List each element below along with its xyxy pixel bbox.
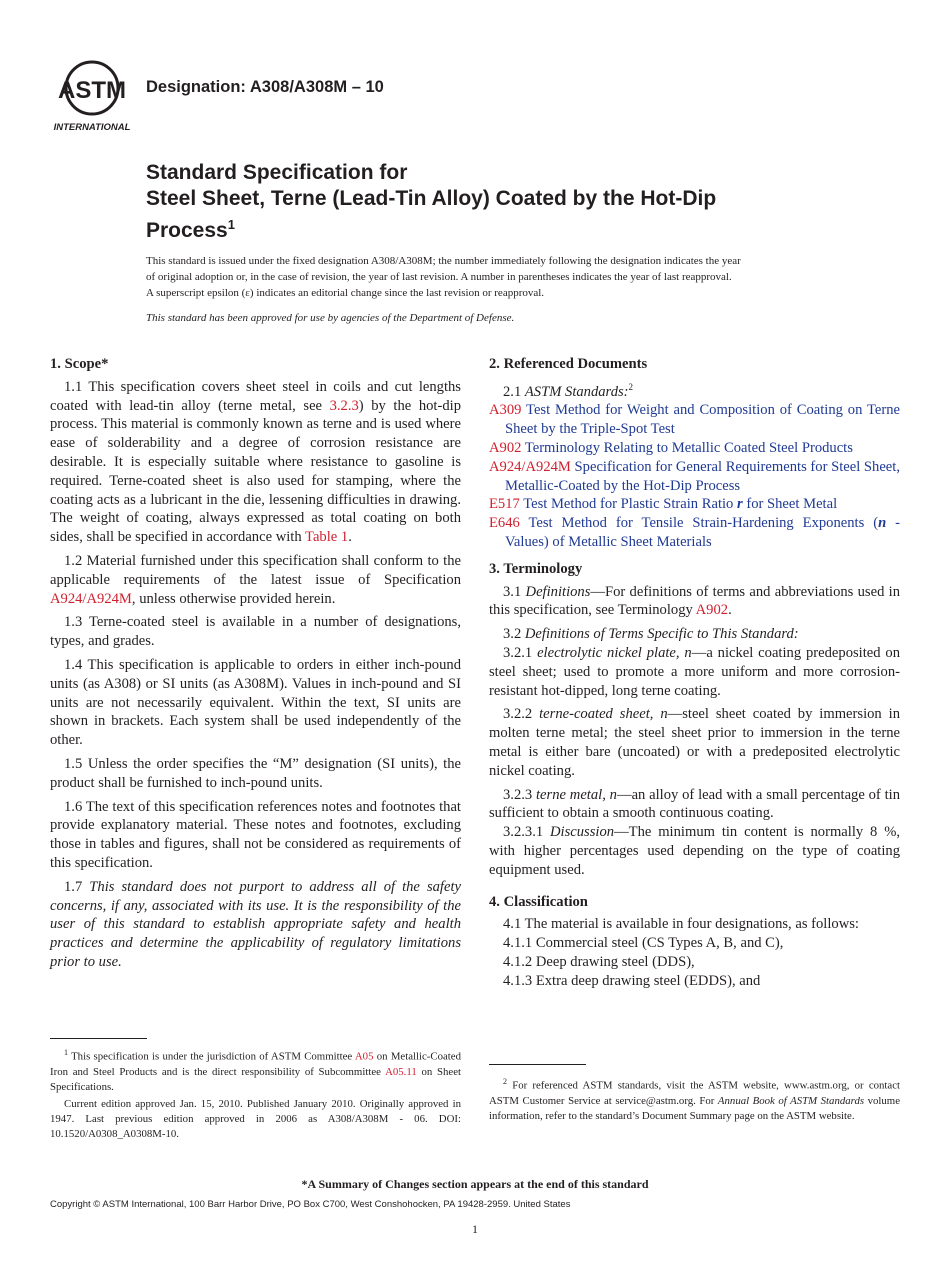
term-3-2-3-1 <box>489 823 900 879</box>
footnote-2-mark: 2 <box>503 1077 507 1086</box>
term-3-2-3-1-it: Discussion <box>550 824 615 841</box>
classification-heading: 4. Classification <box>489 893 588 910</box>
ref-desc-a309[interactable]: Test Method for Weight and Composition of Coating on Terne Sheet by the Triple-Spot Test <box>505 402 900 438</box>
terminology-heading: 3. Terminology <box>489 560 583 577</box>
term-3-2-2-text: —steel sheet coated by immersion in molten terne metal; the steel sheet prior to immersion in the terne metal is either bare (uncoated) or with a predeposited electrolytic nickel coating. <box>489 706 900 779</box>
term-3-2-3-text: —an alloy of lead with a small percentage of tin sufficient to obtain a smooth continuous coating. <box>489 786 900 822</box>
footnote-rule-left <box>50 1038 147 1039</box>
astm-standards-num: 2.1 <box>503 383 525 400</box>
ref-desc-a924[interactable]: Specification for General Requirements for Steel Sheet, Metallic-Coated by the Hot-Dip Process <box>505 458 900 494</box>
referenced-heading: 2. Referenced Documents <box>489 356 648 372</box>
link-a902[interactable]: A902 <box>695 602 729 619</box>
term-3-2-3-num: 3.2.3 <box>503 786 536 803</box>
scope-1-1-text-c: . <box>348 529 352 546</box>
ref-desc-e517-b: r <box>737 496 743 513</box>
summary-of-changes-note: *A Summary of Changes section appears at the end of this standard <box>301 1177 649 1191</box>
term-3-2-1-text: —a nickel coating predeposited on steel sheet; used to promote a more uniform and more corrosion-resistant hot-dipped, long terne coating. <box>489 645 901 699</box>
term-3-2-it: Definitions of Terms Specific to This Standard: <box>524 626 799 643</box>
title-line3 <box>146 212 846 244</box>
title-line1: Standard Specification for <box>146 161 408 184</box>
ref-desc-e646-a: Test Method for Tensile Strain-Hardening Exponents ( <box>528 515 879 532</box>
left-column <box>50 355 461 977</box>
ref-desc-e517[interactable] <box>523 496 837 512</box>
preamble <box>146 253 906 301</box>
astm-standards-label <box>489 378 900 402</box>
ref-item <box>489 439 900 458</box>
logo-letters: ASTM <box>58 77 126 104</box>
footnote-rule-right <box>489 1064 586 1065</box>
term-3-2-num: 3.2 <box>503 626 525 643</box>
link-a924[interactable]: A924/A924M <box>50 590 132 607</box>
term-3-1-end: . <box>728 602 732 619</box>
term-3-2-2-num: 3.2.2 <box>503 706 540 723</box>
class-4-1-1: 4.1.1 Commercial steel (CS Types A, B, and C), <box>503 935 784 952</box>
ref-desc-e646[interactable] <box>505 515 900 550</box>
term-3-2 <box>489 625 900 644</box>
term-3-1-num: 3.1 <box>503 583 526 600</box>
scope-1-2-text-a: 1.2 Material furnished under this specification shall conform to the applicable requirements of the latest issue of Specification <box>50 552 461 588</box>
section-gap <box>489 885 900 893</box>
preamble-line2: of original adoption or, in the case of revision, the year of last revision. A number in parentheses indicates the year of last reapproval. <box>146 271 732 283</box>
ref-code-e646[interactable]: E646 <box>489 515 520 532</box>
scope-1-2 <box>50 552 461 608</box>
link-3-2-3[interactable]: 3.2.3 <box>329 397 359 414</box>
ref-item <box>489 495 900 514</box>
term-3-2-2 <box>489 705 900 780</box>
term-3-2-1-num: 3.2.1 <box>503 645 538 662</box>
link-a05[interactable]: A05 <box>354 1050 374 1063</box>
class-4-1-2: 4.1.2 Deep drawing steel (DDS), <box>503 953 695 970</box>
footnote-1-text-c: on Sheet Specifications. <box>50 1065 462 1093</box>
designation: Designation: A308/A308M – 10 <box>146 78 384 96</box>
document-title <box>146 160 846 244</box>
scope-1-7-text: This standard does not purport to address all of the safety concerns, if any, associated with its use. It is the responsibility of the user of this standard to establish appropriate safety and health practices and determine the applicability of regulatory limitations prior to use. <box>50 878 461 970</box>
right-column <box>489 355 900 991</box>
ref-item <box>489 401 900 439</box>
footnote-2-text-a: For referenced ASTM standards, visit the ASTM website, www.astm.org, or contact ASTM Customer Service at service@astm.org. For <box>489 1079 900 1107</box>
preamble-line3: A superscript epsilon (ε) indicates an editorial change since the last revision or reapproval. <box>146 287 545 299</box>
scope-1-2-text-b: , unless otherwise provided herein. <box>131 590 336 607</box>
preamble-line1: This standard is issued under the fixed designation A308/A308M; the number immediately following the designation indicates the year <box>146 255 741 267</box>
footnote-1-para-1 <box>50 1045 461 1095</box>
ref-code-a924[interactable]: A924/A924M <box>489 458 571 475</box>
scope-heading: 1. Scope* <box>50 356 109 372</box>
ref-item <box>489 458 900 496</box>
ref-desc-a902[interactable]: Terminology Relating to Metallic Coated Steel Products <box>524 440 853 457</box>
term-3-2-1 <box>489 644 900 700</box>
title-footnote-mark: 1 <box>227 217 235 232</box>
footnote-1-para-2: Current edition approved Jan. 15, 2010. Published January 2010. Originally approved in 1947. Last previous edition approved in 2006 as A308/A308M - 06. DOI: 10.1520/A0308_A0308M-10. <box>50 1097 461 1140</box>
title-line3-text: Process <box>146 219 228 242</box>
ref-item <box>489 514 900 552</box>
ref-code-e517[interactable]: E517 <box>489 496 520 513</box>
term-3-1-it: Definitions <box>525 583 591 600</box>
astm-standards-mark: 2 <box>628 381 634 392</box>
approval-note: This standard has been approved for use by agencies of the Department of Defense. <box>146 312 515 324</box>
astm-standards-text: ASTM Standards: <box>524 383 629 400</box>
term-3-2-3-1-text: —The minimum tin content is normally 8 %, with higher percentages used depending on the type of coating equipment used. <box>489 824 901 878</box>
footnote-2 <box>489 1074 900 1126</box>
footnote-1-text-b: on Metallic-Coated Iron and Steel Products and is the direct responsibility of Subcommittee <box>50 1050 461 1078</box>
section-gap <box>489 552 900 560</box>
class-4-1-3: 4.1.3 Extra deep drawing steel (EDDS), and <box>503 972 761 989</box>
footnote-1-mark: 1 <box>64 1048 68 1057</box>
link-a05-11[interactable]: A05.11 <box>385 1065 417 1078</box>
ref-desc-e517-c: for Sheet Metal <box>742 496 838 513</box>
ref-code-a902[interactable]: A902 <box>489 440 522 457</box>
logo-sub: INTERNATIONAL <box>53 122 131 133</box>
ref-desc-e646-c: -Values) of Metallic Sheet Materials <box>505 515 900 551</box>
scope-1-7-num: 1.7 <box>64 878 90 895</box>
astm-logo <box>52 58 136 134</box>
title-line2: Steel Sheet, Terne (Lead-Tin Alloy) Coated by the Hot-Dip <box>146 187 717 210</box>
copyright: Copyright © ASTM International, 100 Barr Harbor Drive, PO Box C700, West Conshohocken, PA 19428-2959. United States <box>50 1199 571 1210</box>
page-number: 1 <box>472 1222 478 1236</box>
footnote-1 <box>50 1045 461 1144</box>
term-3-2-3 <box>489 786 900 824</box>
scope-1-3: 1.3 Terne-coated steel is available in a number of designations, types, and grades. <box>50 614 461 650</box>
ref-desc-e646-b: n <box>878 515 887 532</box>
scope-1-1 <box>50 378 461 547</box>
footnote-2-text-b: volume information, refer to the standard’s Document Summary page on the ASTM website. <box>489 1094 900 1122</box>
term-3-2-1-it: electrolytic nickel plate, n <box>537 645 692 662</box>
footnote-1-text-a: This specification is under the jurisdiction of ASTM Committee <box>68 1050 355 1063</box>
scope-1-1-text-b: ) by the hot-dip process. This material is commonly known as terne and is used where ease of solderability and a degree of corrosion resistance are desirable. It is especially suitable where resistance to gasoline is required. Terne-coated sheet is also used for stamping, where the coating acts as a lubricant in the die, lessening difficulties in drawing. The weight of coating, always expressed as total coating on both sides, shall be specified in accordance with <box>50 397 461 546</box>
scope-1-5: 1.5 Unless the order specifies the “M” designation (SI units), the product shall be furnished to inch-pound units. <box>50 755 461 791</box>
scope-1-6: 1.6 The text of this specification references notes and footnotes that provide explanatory material. These notes and footnotes, excluding those in tables and figures, shall not be considered as requirements of this specification. <box>50 798 461 871</box>
footnote-2-text-it: Annual Book of ASTM Standards <box>717 1094 865 1107</box>
link-table-1[interactable]: Table 1 <box>305 529 349 546</box>
term-3-1-text: —For definitions of terms and abbreviations used in this specification, see Terminology <box>489 583 901 619</box>
term-3-2-3-it: terne metal, n <box>536 786 617 803</box>
term-3-2-2-it: terne-coated sheet, n <box>539 706 668 723</box>
scope-1-4: 1.4 This specification is applicable to orders in either inch-pound units (as A308) or SI units (as A308M). Values in inch-pound and SI units are not necessarily equivalent. Within the text, SI units are shown in brackets. Each system shall be used independently of the other. <box>50 656 461 749</box>
term-3-2-3-1-num: 3.2.3.1 <box>503 824 550 841</box>
scope-1-1-text-a: 1.1 This specification covers sheet steel in coils and cut lengths coated with lead-tin alloy (terne metal, see <box>50 378 461 414</box>
astm-logo-mark <box>52 58 136 134</box>
term-3-1 <box>489 583 900 621</box>
ref-desc-e517-a: Test Method for Plastic Strain Ratio <box>523 496 738 513</box>
ref-code-a309[interactable]: A309 <box>489 402 522 419</box>
class-4-1: 4.1 The material is available in four designations, as follows: <box>503 916 859 933</box>
footnote-2-para <box>489 1074 900 1124</box>
scope-1-7 <box>50 878 461 972</box>
